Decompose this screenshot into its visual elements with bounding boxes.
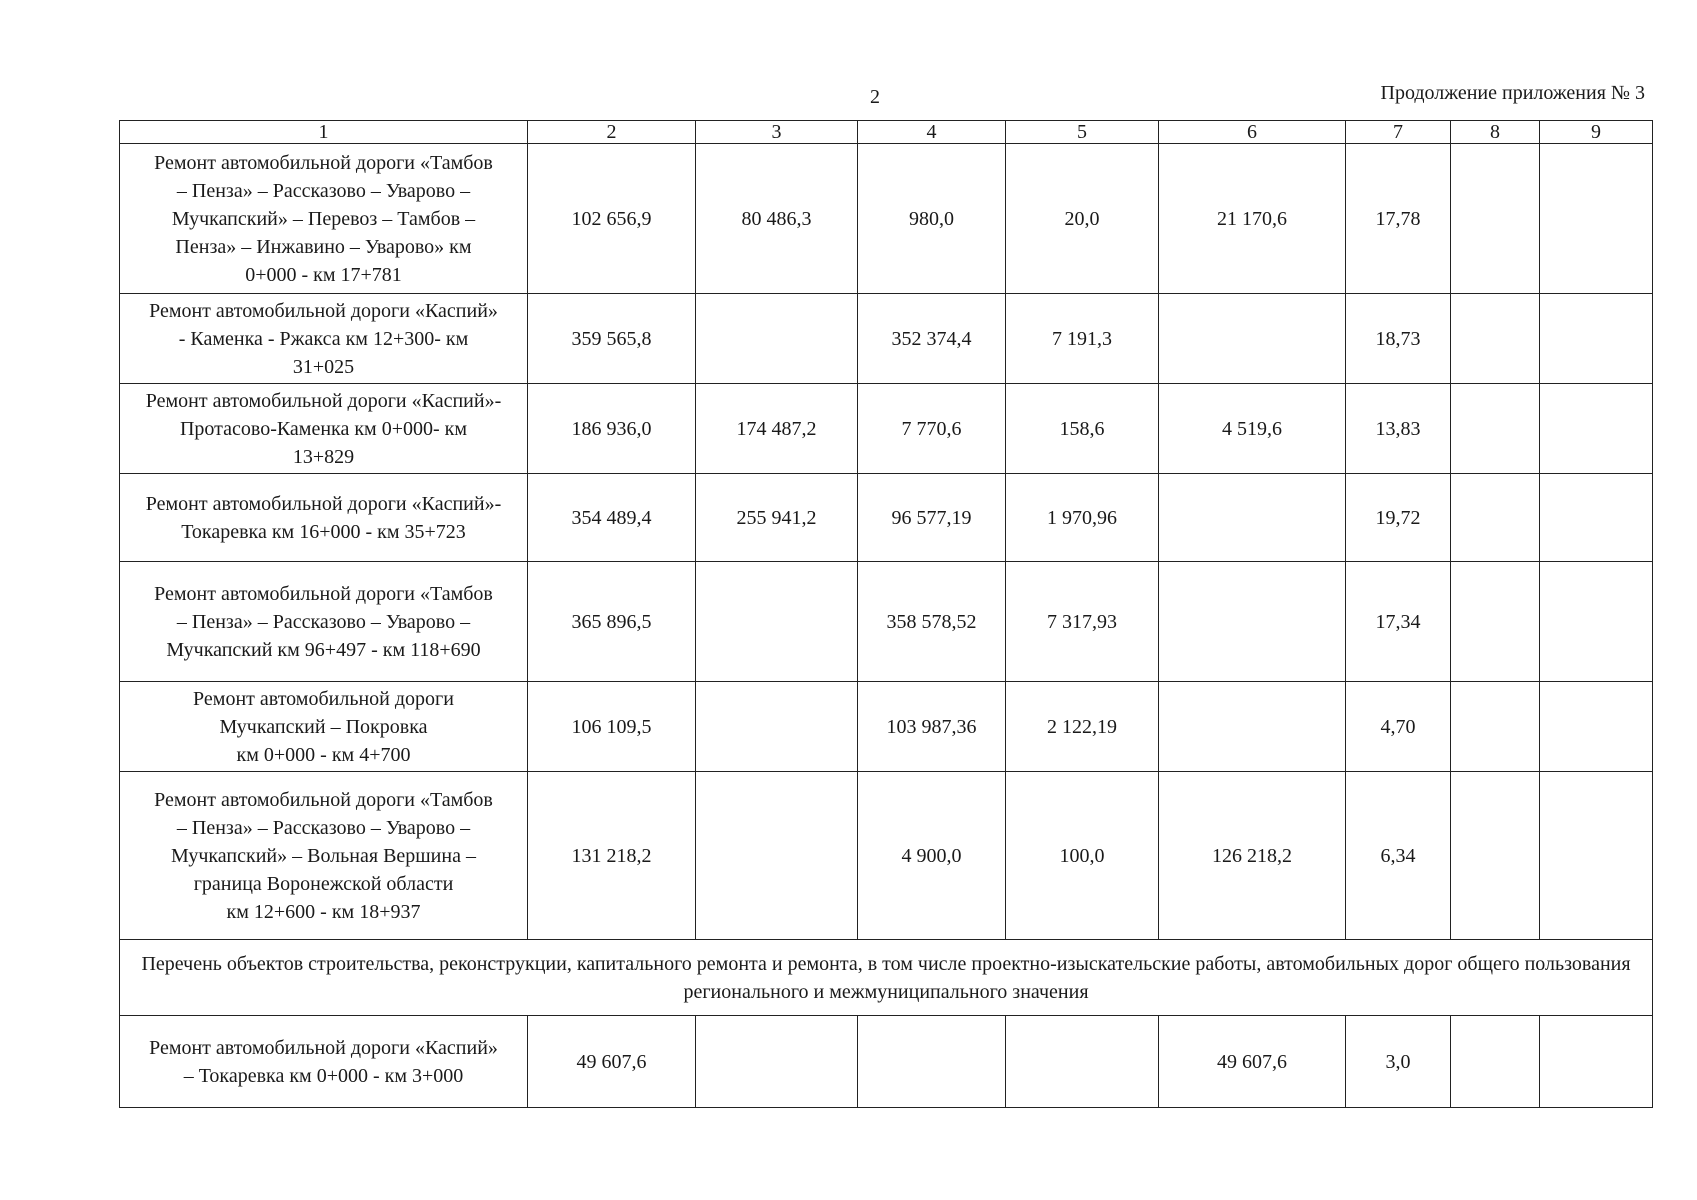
table-cell: 980,0 [858, 144, 1006, 294]
object-name-line: Мучкапский» – Перевоз – Тамбов – [171, 207, 476, 230]
table-row [120, 682, 1653, 772]
table-cell: 19,72 [1346, 474, 1451, 562]
table-cell [1540, 1016, 1653, 1108]
object-name-line: - Каменка - Ржакса км 12+300- км [178, 327, 469, 350]
table-cell: 100,0 [1006, 772, 1159, 940]
table-cell [1006, 1016, 1159, 1108]
table-cell: 103 987,36 [858, 682, 1006, 772]
table-cell: 3,0 [1346, 1016, 1451, 1108]
objects-table [119, 120, 1653, 1108]
table-row [120, 772, 1653, 940]
table-cell: 131 218,2 [528, 772, 696, 940]
table-cell [1451, 562, 1540, 682]
object-name-line: Ремонт автомобильной дороги «Каспий» [149, 299, 498, 322]
table-row [120, 1016, 1653, 1108]
object-name-line: Ремонт автомобильной дороги «Тамбов [154, 582, 493, 605]
table-cell [1540, 772, 1653, 940]
object-name-line: Ремонт автомобильной дороги «Каспий»- [145, 492, 502, 515]
object-name-line: Протасово-Каменка км 0+000- км [179, 417, 468, 440]
object-name-line: – Токаревка км 0+000 - км 3+000 [183, 1064, 464, 1087]
table-cell: 358 578,52 [858, 562, 1006, 682]
table-cell: 352 374,4 [858, 294, 1006, 384]
table-cell: 106 109,5 [528, 682, 696, 772]
table-cell [1159, 682, 1346, 772]
object-name-line: Пенза» – Инжавино – Уварово» км [175, 235, 472, 258]
object-name-line: Ремонт автомобильной дороги «Тамбов [154, 151, 493, 174]
appendix-continuation-label: Продолжение приложения № 3 [1380, 82, 1645, 104]
column-header: 8 [1451, 121, 1540, 144]
table-cell: 354 489,4 [528, 474, 696, 562]
table-cell [696, 294, 858, 384]
table-cell [1451, 474, 1540, 562]
table-cell: 4 900,0 [858, 772, 1006, 940]
table-cell [1159, 294, 1346, 384]
table-cell: 96 577,19 [858, 474, 1006, 562]
table-cell [1540, 682, 1653, 772]
table-row [120, 294, 1653, 384]
table-cell [1540, 384, 1653, 474]
table-cell: 49 607,6 [1159, 1016, 1346, 1108]
object-name-line: Мучкапский км 96+497 - км 118+690 [166, 638, 481, 661]
page-number: 2 [870, 86, 880, 108]
column-header: 2 [528, 121, 696, 144]
object-name-line: Ремонт автомобильной дороги «Каспий»- [145, 389, 502, 412]
object-name-cell [120, 562, 528, 682]
table-cell: 7 770,6 [858, 384, 1006, 474]
table-row [120, 562, 1653, 682]
object-name-line: Мучкапский – Покровка [219, 715, 428, 738]
column-header: 5 [1006, 121, 1159, 144]
object-name-cell [120, 772, 528, 940]
object-name-cell [120, 682, 528, 772]
table-cell: 20,0 [1006, 144, 1159, 294]
column-header: 3 [696, 121, 858, 144]
table-cell [696, 682, 858, 772]
table-cell: 18,73 [1346, 294, 1451, 384]
table-cell: 21 170,6 [1159, 144, 1346, 294]
table-cell: 186 936,0 [528, 384, 696, 474]
table-cell: 2 122,19 [1006, 682, 1159, 772]
column-header: 6 [1159, 121, 1346, 144]
object-name-cell [120, 144, 528, 294]
object-name-line: – Пенза» – Рассказово – Уварово – [176, 610, 471, 633]
table-row [120, 384, 1653, 474]
table-cell: 17,34 [1346, 562, 1451, 682]
object-name-line: – Пенза» – Рассказово – Уварово – [176, 816, 471, 839]
table-cell [1540, 144, 1653, 294]
object-name-line: км 12+600 - км 18+937 [226, 900, 421, 923]
table-cell: 174 487,2 [696, 384, 858, 474]
table-row [120, 474, 1653, 562]
object-name-line: граница Воронежской области [193, 872, 454, 895]
object-name-line: 31+025 [292, 355, 355, 378]
table-cell [1451, 384, 1540, 474]
table-cell: 102 656,9 [528, 144, 696, 294]
object-name-line: 0+000 - км 17+781 [245, 263, 402, 286]
table-cell [696, 562, 858, 682]
section-title: Перечень объектов строительства, реконструкции, капитального ремонта и ремонта, в том числе проектно-изыскательские работы, автомобильных дорог общего пользования регионального и межмуниципального значения [120, 940, 1653, 1016]
table-cell [1540, 294, 1653, 384]
table-cell: 7 191,3 [1006, 294, 1159, 384]
table-cell [1159, 562, 1346, 682]
column-number-row [120, 121, 1653, 144]
table-cell: 13,83 [1346, 384, 1451, 474]
table-cell [1540, 474, 1653, 562]
table-cell [1451, 1016, 1540, 1108]
section-heading-row [120, 940, 1653, 1016]
object-name-cell [120, 294, 528, 384]
object-name-line: Ремонт автомобильной дороги «Каспий» [149, 1036, 498, 1059]
object-name-line: Мучкапский» – Вольная Вершина – [171, 844, 476, 867]
table-cell [696, 1016, 858, 1108]
object-name-cell [120, 384, 528, 474]
object-name-line: Ремонт автомобильной дороги «Тамбов [154, 788, 493, 811]
table-cell: 365 896,5 [528, 562, 696, 682]
object-name-line: Ремонт автомобильной дороги [193, 687, 454, 710]
table-row [120, 144, 1653, 294]
table-cell [696, 772, 858, 940]
column-header: 7 [1346, 121, 1451, 144]
object-name-cell [120, 1016, 528, 1108]
table-cell: 158,6 [1006, 384, 1159, 474]
table-cell [858, 1016, 1006, 1108]
table-cell [1451, 294, 1540, 384]
table-cell: 1 970,96 [1006, 474, 1159, 562]
table-cell [1159, 474, 1346, 562]
table-cell: 4 519,6 [1159, 384, 1346, 474]
table-cell: 359 565,8 [528, 294, 696, 384]
object-name-line: Токаревка км 16+000 - км 35+723 [181, 520, 466, 543]
object-name-line: 13+829 [292, 445, 355, 468]
table-cell [1540, 562, 1653, 682]
table-cell [1451, 772, 1540, 940]
table-cell: 4,70 [1346, 682, 1451, 772]
object-name-cell [120, 474, 528, 562]
table-cell: 80 486,3 [696, 144, 858, 294]
column-header: 9 [1540, 121, 1653, 144]
table-cell: 126 218,2 [1159, 772, 1346, 940]
object-name-line: – Пенза» – Рассказово – Уварово – [176, 179, 471, 202]
table-cell [1451, 144, 1540, 294]
table-cell: 49 607,6 [528, 1016, 696, 1108]
object-name-line: км 0+000 - км 4+700 [236, 743, 411, 766]
column-header: 4 [858, 121, 1006, 144]
table-cell [1451, 682, 1540, 772]
table-cell: 7 317,93 [1006, 562, 1159, 682]
table-cell: 255 941,2 [696, 474, 858, 562]
table-cell: 17,78 [1346, 144, 1451, 294]
column-header: 1 [120, 121, 528, 144]
table-cell: 6,34 [1346, 772, 1451, 940]
